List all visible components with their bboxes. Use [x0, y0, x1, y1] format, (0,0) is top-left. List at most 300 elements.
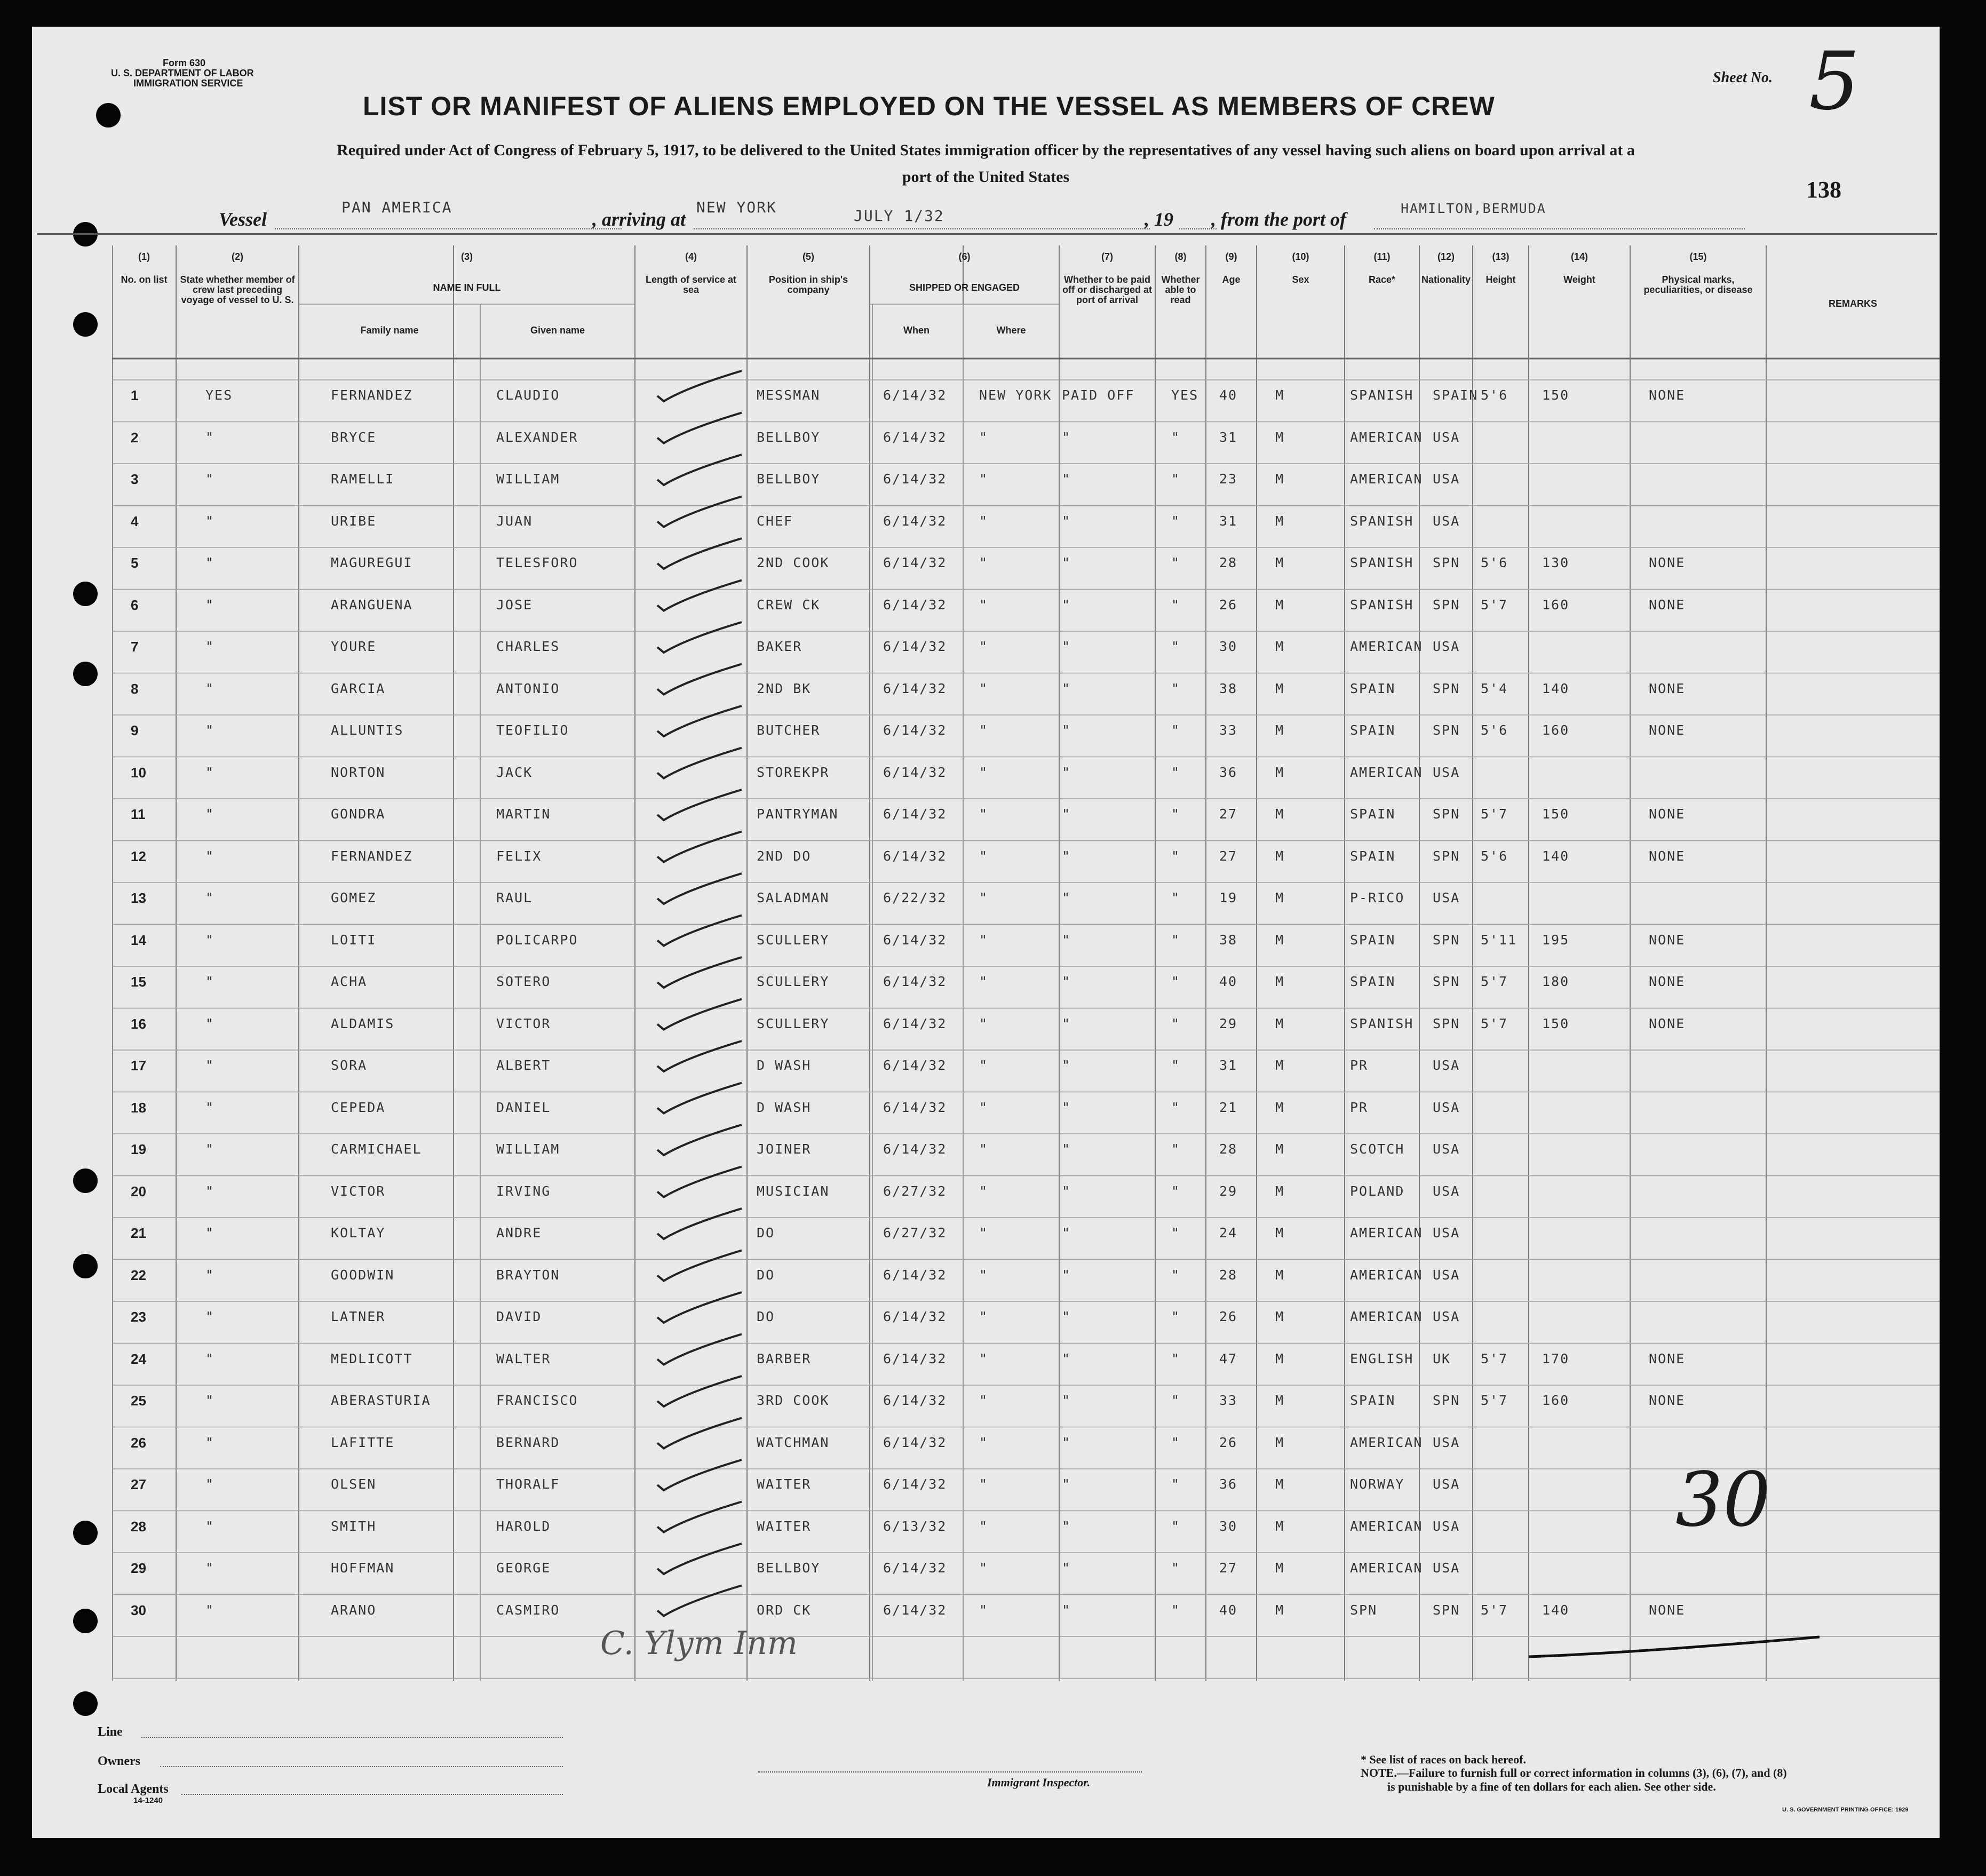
- cell-shipped-when: 6/14/32: [883, 1099, 947, 1115]
- cell-given-name: TEOFILIO: [496, 722, 569, 738]
- column-header: NAME IN FULL: [433, 282, 501, 293]
- table-row: [112, 1558, 1940, 1600]
- cell-shipped-where: ": [979, 1058, 989, 1073]
- cell-able-to-read: ": [1171, 1225, 1181, 1241]
- cell-shipped-where: ": [979, 1225, 989, 1241]
- cell-shipped-where: ": [979, 1602, 989, 1618]
- check-mark: [657, 581, 742, 611]
- cell-race: AMERICAN: [1350, 1267, 1423, 1283]
- cell-paid-off: ": [1062, 1015, 1071, 1031]
- cell-given-name: ALBERT: [496, 1058, 551, 1073]
- cell-family-name: SORA: [331, 1058, 368, 1073]
- cell-family-name: FERNANDEZ: [331, 387, 413, 403]
- column-number: (2): [232, 251, 243, 262]
- column-header: Race*: [1368, 274, 1396, 285]
- cell-position: D WASH: [757, 1099, 812, 1115]
- cell-able-to-read: ": [1171, 974, 1181, 989]
- cell-able-to-read: ": [1171, 513, 1181, 529]
- table-row: [112, 1014, 1940, 1056]
- column-subheader: Given name: [530, 325, 585, 336]
- cell-physical-marks: NONE: [1649, 974, 1686, 989]
- cell-row-number: 12: [131, 848, 146, 864]
- cell-sex: M: [1275, 1267, 1285, 1283]
- cell-paid-off: ": [1062, 1141, 1071, 1157]
- cell-weight: 195: [1542, 932, 1570, 948]
- cell-previous-voyage: ": [205, 1099, 215, 1115]
- cell-physical-marks: NONE: [1649, 1393, 1686, 1408]
- cell-shipped-when: 6/14/32: [883, 1476, 947, 1492]
- cell-position: 2ND COOK: [757, 555, 830, 570]
- cell-weight: 130: [1542, 555, 1570, 570]
- cell-shipped-when: 6/14/32: [883, 555, 947, 570]
- check-mark: [657, 748, 742, 778]
- cell-row-number: 8: [131, 680, 139, 697]
- cell-age: 23: [1219, 471, 1238, 487]
- cell-physical-marks: NONE: [1649, 597, 1686, 613]
- cell-family-name: ALLUNTIS: [331, 722, 404, 738]
- cell-family-name: LATNER: [331, 1309, 386, 1324]
- cell-able-to-read: ": [1171, 1476, 1181, 1492]
- cell-able-to-read: ": [1171, 1602, 1181, 1618]
- cell-shipped-where: ": [979, 597, 989, 613]
- cell-family-name: VICTOR: [331, 1183, 386, 1199]
- check-mark: [657, 1460, 742, 1490]
- manifest-page: [32, 27, 1940, 1838]
- cell-given-name: DAVID: [496, 1309, 542, 1324]
- cell-race: AMERICAN: [1350, 1434, 1423, 1450]
- cell-race: SPAIN: [1350, 680, 1396, 696]
- check-mark: [657, 916, 742, 946]
- cell-weight: 150: [1542, 387, 1570, 403]
- cell-age: 40: [1219, 387, 1238, 403]
- cell-physical-marks: NONE: [1649, 1350, 1686, 1366]
- cell-physical-marks: NONE: [1649, 387, 1686, 403]
- cell-position: SCULLERY: [757, 974, 830, 989]
- service-name: IMMIGRATION SERVICE: [133, 78, 243, 89]
- cell-race: SPANISH: [1350, 555, 1414, 570]
- cell-given-name: HAROLD: [496, 1518, 551, 1534]
- table-row: [112, 427, 1940, 470]
- cell-able-to-read: ": [1171, 1350, 1181, 1366]
- cell-paid-off: ": [1062, 639, 1071, 654]
- cell-shipped-where: ": [979, 1183, 989, 1199]
- cell-previous-voyage: ": [205, 1560, 215, 1576]
- cell-nationality: SPN: [1433, 1015, 1460, 1031]
- cell-nationality: USA: [1433, 1225, 1460, 1241]
- cell-age: 21: [1219, 1099, 1238, 1115]
- cell-row-number: 5: [131, 555, 139, 571]
- cell-paid-off: ": [1062, 1099, 1071, 1115]
- column-header: Sex: [1292, 274, 1309, 285]
- cell-previous-voyage: ": [205, 974, 215, 989]
- cell-age: 33: [1219, 1393, 1238, 1408]
- cell-paid-off: ": [1062, 974, 1071, 989]
- check-mark: [657, 371, 742, 401]
- cell-paid-off: ": [1062, 471, 1071, 487]
- cell-able-to-read: ": [1171, 639, 1181, 654]
- cell-nationality: SPN: [1433, 848, 1460, 864]
- table-row: [112, 1265, 1940, 1307]
- cell-race: NORWAY: [1350, 1476, 1405, 1492]
- cell-age: 27: [1219, 848, 1238, 864]
- cell-nationality: USA: [1433, 1518, 1460, 1534]
- cell-shipped-when: 6/14/32: [883, 1267, 947, 1283]
- cell-position: CREW CK: [757, 597, 821, 613]
- cell-position: CHEF: [757, 513, 793, 529]
- cell-given-name: WALTER: [496, 1350, 551, 1366]
- cell-row-number: 2: [131, 429, 139, 446]
- cell-sex: M: [1275, 555, 1285, 570]
- handwritten-total: 30: [1675, 1457, 1771, 1544]
- cell-paid-off: ": [1062, 1560, 1071, 1576]
- cell-previous-voyage: ": [205, 890, 215, 905]
- cell-shipped-when: 6/14/32: [883, 1434, 947, 1450]
- cell-shipped-where: ": [979, 555, 989, 570]
- cell-able-to-read: ": [1171, 1058, 1181, 1073]
- cell-given-name: JACK: [496, 764, 533, 780]
- cell-shipped-when: 6/27/32: [883, 1225, 947, 1241]
- cell-previous-voyage: ": [205, 471, 215, 487]
- check-mark: [657, 790, 742, 820]
- total-underline: [1526, 1633, 1825, 1665]
- cell-previous-voyage: ": [205, 1015, 215, 1031]
- page-number: 138: [1806, 177, 1841, 203]
- cell-row-number: 10: [131, 764, 146, 781]
- cell-paid-off: ": [1062, 1393, 1071, 1408]
- cell-shipped-where: ": [979, 722, 989, 738]
- cell-position: SCULLERY: [757, 932, 830, 948]
- cell-height: 5'7: [1481, 974, 1508, 989]
- cell-position: MESSMAN: [757, 387, 821, 403]
- cell-nationality: USA: [1433, 429, 1460, 445]
- cell-family-name: KOLTAY: [331, 1225, 386, 1241]
- cell-age: 24: [1219, 1225, 1238, 1241]
- cell-family-name: ARANO: [331, 1602, 377, 1618]
- cell-sex: M: [1275, 1058, 1285, 1073]
- cell-shipped-where: ": [979, 1560, 989, 1576]
- column-number: (9): [1225, 251, 1237, 262]
- table-row: [112, 1223, 1940, 1265]
- cell-shipped-when: 6/14/32: [883, 1309, 947, 1324]
- cell-shipped-where: ": [979, 890, 989, 905]
- cell-row-number: 23: [131, 1309, 146, 1325]
- cell-row-number: 19: [131, 1141, 146, 1157]
- department-name: U. S. DEPARTMENT OF LABOR: [111, 68, 254, 78]
- cell-physical-marks: NONE: [1649, 932, 1686, 948]
- cell-position: WAITER: [757, 1476, 812, 1492]
- column-number: (12): [1437, 251, 1455, 262]
- cell-weight: 170: [1542, 1350, 1570, 1366]
- table-row: [112, 804, 1940, 846]
- cell-shipped-where: ": [979, 1099, 989, 1115]
- cell-age: 30: [1219, 639, 1238, 654]
- cell-row-number: 9: [131, 722, 139, 738]
- cell-height: 5'11: [1481, 932, 1518, 948]
- binder-hole: [73, 662, 98, 686]
- cell-shipped-where: ": [979, 1476, 989, 1492]
- cell-physical-marks: NONE: [1649, 1602, 1686, 1618]
- table-row: [112, 469, 1940, 511]
- owners-label: Owners: [98, 1754, 140, 1768]
- cell-family-name: CEPEDA: [331, 1099, 386, 1115]
- column-header: No. on list: [121, 274, 168, 285]
- cell-race: SPAIN: [1350, 932, 1396, 948]
- cell-nationality: SPN: [1433, 680, 1460, 696]
- cell-previous-voyage: ": [205, 1183, 215, 1199]
- cell-race: SPANISH: [1350, 597, 1414, 613]
- cell-nationality: USA: [1433, 1434, 1460, 1450]
- cell-shipped-where: ": [979, 513, 989, 529]
- cell-physical-marks: NONE: [1649, 848, 1686, 864]
- cell-nationality: SPN: [1433, 974, 1460, 989]
- cell-age: 33: [1219, 722, 1238, 738]
- table-row: [112, 385, 1940, 427]
- check-mark: [657, 1167, 742, 1197]
- cell-position: SALADMAN: [757, 890, 830, 905]
- cell-row-number: 18: [131, 1099, 146, 1116]
- cell-age: 40: [1219, 1602, 1238, 1618]
- cell-family-name: LOITI: [331, 932, 377, 948]
- cell-row-number: 14: [131, 932, 146, 948]
- cell-nationality: SPN: [1433, 722, 1460, 738]
- cell-given-name: WILLIAM: [496, 471, 560, 487]
- cell-paid-off: ": [1062, 1518, 1071, 1534]
- cell-race: ENGLISH: [1350, 1350, 1414, 1366]
- cell-able-to-read: ": [1171, 1015, 1181, 1031]
- check-mark: [657, 873, 742, 904]
- cell-paid-off: PAID OFF: [1062, 387, 1135, 403]
- column-subheader: When: [903, 325, 930, 336]
- cell-family-name: GOMEZ: [331, 890, 377, 905]
- cell-shipped-when: 6/14/32: [883, 806, 947, 822]
- subtitle-line-2: port of the United States: [902, 168, 1070, 186]
- cell-family-name: MAGUREGUI: [331, 555, 413, 570]
- check-mark: [657, 1376, 742, 1406]
- cell-paid-off: ": [1062, 764, 1071, 780]
- cell-sex: M: [1275, 1225, 1285, 1241]
- cell-sex: M: [1275, 1560, 1285, 1576]
- check-mark: [657, 706, 742, 736]
- cell-able-to-read: ": [1171, 1309, 1181, 1324]
- check-mark: [657, 1502, 742, 1532]
- cell-race: SPAIN: [1350, 974, 1396, 989]
- binder-hole: [73, 1609, 98, 1633]
- check-mark: [657, 999, 742, 1030]
- check-mark: [657, 1334, 742, 1365]
- cell-given-name: JUAN: [496, 513, 533, 529]
- cell-nationality: USA: [1433, 513, 1460, 529]
- cell-shipped-where: ": [979, 1518, 989, 1534]
- cell-shipped-when: 6/14/32: [883, 597, 947, 613]
- table-row: [112, 1516, 1940, 1559]
- cell-able-to-read: ": [1171, 1183, 1181, 1199]
- cell-given-name: IRVING: [496, 1183, 551, 1199]
- cell-able-to-read: ": [1171, 680, 1181, 696]
- cell-race: PR: [1350, 1099, 1369, 1115]
- cell-family-name: BRYCE: [331, 429, 377, 445]
- from-port-value: HAMILTON,BERMUDA: [1401, 201, 1546, 216]
- cell-shipped-when: 6/14/32: [883, 680, 947, 696]
- cell-race: SCOTCH: [1350, 1141, 1405, 1157]
- cell-able-to-read: ": [1171, 1099, 1181, 1115]
- cell-shipped-where: ": [979, 471, 989, 487]
- check-mark: [657, 1041, 742, 1071]
- cell-previous-voyage: YES: [205, 387, 233, 403]
- cell-able-to-read: ": [1171, 764, 1181, 780]
- cell-age: 26: [1219, 1434, 1238, 1450]
- column-header: Position in ship's company: [768, 274, 848, 295]
- cell-previous-voyage: ": [205, 429, 215, 445]
- cell-weight: 160: [1542, 1393, 1570, 1408]
- cell-given-name: CLAUDIO: [496, 387, 560, 403]
- cell-sex: M: [1275, 387, 1285, 403]
- cell-given-name: RAUL: [496, 890, 533, 905]
- cell-family-name: GONDRA: [331, 806, 386, 822]
- cell-shipped-where: ": [979, 1141, 989, 1157]
- table-row: [112, 511, 1940, 553]
- table-row: [112, 1055, 1940, 1098]
- cell-able-to-read: ": [1171, 890, 1181, 905]
- cell-sex: M: [1275, 1099, 1285, 1115]
- column-header: Length of service at sea: [645, 274, 737, 295]
- cell-nationality: USA: [1433, 1309, 1460, 1324]
- cell-given-name: BERNARD: [496, 1434, 560, 1450]
- cell-position: BELLBOY: [757, 1560, 821, 1576]
- cell-sex: M: [1275, 974, 1285, 989]
- cell-nationality: USA: [1433, 764, 1460, 780]
- cell-position: BUTCHER: [757, 722, 821, 738]
- cell-weight: 150: [1542, 806, 1570, 822]
- cell-previous-voyage: ": [205, 1225, 215, 1241]
- cell-able-to-read: ": [1171, 932, 1181, 948]
- cell-family-name: ARANGUENA: [331, 597, 413, 613]
- cell-shipped-when: 6/14/32: [883, 1350, 947, 1366]
- cell-race: SPANISH: [1350, 513, 1414, 529]
- cell-shipped-where: ": [979, 932, 989, 948]
- cell-shipped-where: ": [979, 1350, 989, 1366]
- cell-previous-voyage: ": [205, 932, 215, 948]
- cell-height: 5'6: [1481, 722, 1508, 738]
- arriving-value: NEW YORK: [696, 198, 777, 216]
- cell-family-name: CARMICHAEL: [331, 1141, 422, 1157]
- subtitle-line-1: Required under Act of Congress of February 5, 1917, to be delivered to the United States immigration officer by the representatives of any vessel having such aliens on board upon arrival at a: [337, 141, 1635, 159]
- cell-given-name: VICTOR: [496, 1015, 551, 1031]
- cell-family-name: SMITH: [331, 1518, 377, 1534]
- cell-position: WAITER: [757, 1518, 812, 1534]
- check-mark: [657, 1586, 742, 1616]
- cell-race: SPAIN: [1350, 1393, 1396, 1408]
- page-title: LIST OR MANIFEST OF ALIENS EMPLOYED ON THE VESSEL AS MEMBERS OF CREW: [363, 91, 1495, 121]
- cell-position: WATCHMAN: [757, 1434, 830, 1450]
- cell-shipped-where: ": [979, 639, 989, 654]
- check-mark: [657, 497, 742, 527]
- cell-row-number: 6: [131, 597, 139, 613]
- cell-able-to-read: ": [1171, 1434, 1181, 1450]
- cell-shipped-when: 6/13/32: [883, 1518, 947, 1534]
- cell-sex: M: [1275, 1476, 1285, 1492]
- check-mark: [657, 1125, 742, 1155]
- cell-race: SPAIN: [1350, 806, 1396, 822]
- cell-previous-voyage: ": [205, 555, 215, 570]
- cell-sex: M: [1275, 1183, 1285, 1199]
- cell-able-to-read: ": [1171, 806, 1181, 822]
- cell-able-to-read: YES: [1171, 387, 1199, 403]
- cell-able-to-read: ": [1171, 471, 1181, 487]
- cell-age: 38: [1219, 932, 1238, 948]
- cell-race: AMERICAN: [1350, 1309, 1423, 1324]
- cell-nationality: SPN: [1433, 555, 1460, 570]
- cell-row-number: 17: [131, 1058, 146, 1074]
- cell-sex: M: [1275, 932, 1285, 948]
- cell-shipped-when: 6/14/32: [883, 639, 947, 654]
- cell-given-name: ANDRE: [496, 1225, 542, 1241]
- cell-family-name: FERNANDEZ: [331, 848, 413, 864]
- cell-weight: 140: [1542, 1602, 1570, 1618]
- cell-family-name: RAMELLI: [331, 471, 395, 487]
- cell-nationality: USA: [1433, 471, 1460, 487]
- cell-position: DO: [757, 1309, 775, 1324]
- cell-nationality: USA: [1433, 639, 1460, 654]
- cell-weight: 150: [1542, 1015, 1570, 1031]
- cell-nationality: USA: [1433, 1476, 1460, 1492]
- cell-paid-off: ": [1062, 1476, 1071, 1492]
- cell-shipped-when: 6/14/32: [883, 429, 947, 445]
- cell-sex: M: [1275, 639, 1285, 654]
- cell-sex: M: [1275, 848, 1285, 864]
- cell-row-number: 28: [131, 1518, 146, 1535]
- table-row: [112, 1349, 1940, 1391]
- cell-position: 2ND BK: [757, 680, 812, 696]
- column-number: (14): [1570, 251, 1588, 262]
- cell-given-name: ALEXANDER: [496, 429, 578, 445]
- cell-height: 5'7: [1481, 1602, 1508, 1618]
- check-mark: [657, 957, 742, 988]
- cell-given-name: POLICARPO: [496, 932, 578, 948]
- cell-shipped-where: ": [979, 429, 989, 445]
- cell-shipped-when: 6/14/32: [883, 932, 947, 948]
- form-number: Form 630: [163, 58, 206, 68]
- cell-position: 2ND DO: [757, 848, 812, 864]
- cell-able-to-read: ": [1171, 1141, 1181, 1157]
- check-mark: [657, 664, 742, 695]
- cell-shipped-where: ": [979, 1309, 989, 1324]
- cell-family-name: GARCIA: [331, 680, 386, 696]
- cell-row-number: 16: [131, 1015, 146, 1032]
- cell-shipped-when: 6/14/32: [883, 1141, 947, 1157]
- cell-shipped-where: ": [979, 764, 989, 780]
- cell-shipped-where: ": [979, 806, 989, 822]
- line-label: Line: [98, 1725, 123, 1739]
- binder-hole: [96, 103, 121, 128]
- cell-sex: M: [1275, 764, 1285, 780]
- table-row: [112, 846, 1940, 888]
- cell-sex: M: [1275, 1434, 1285, 1450]
- cell-nationality: USA: [1433, 1099, 1460, 1115]
- column-header: Age: [1222, 274, 1241, 285]
- cell-nationality: USA: [1433, 1183, 1460, 1199]
- check-mark: [657, 622, 742, 653]
- cell-sex: M: [1275, 890, 1285, 905]
- check-mark: [657, 455, 742, 485]
- cell-able-to-read: ": [1171, 1560, 1181, 1576]
- cell-height: 5'6: [1481, 555, 1508, 570]
- cell-weight: 180: [1542, 974, 1570, 989]
- cell-given-name: TELESFORO: [496, 555, 578, 570]
- cell-age: 28: [1219, 1141, 1238, 1157]
- cell-nationality: USA: [1433, 1267, 1460, 1283]
- cell-race: SPANISH: [1350, 1015, 1414, 1031]
- cell-paid-off: ": [1062, 806, 1071, 822]
